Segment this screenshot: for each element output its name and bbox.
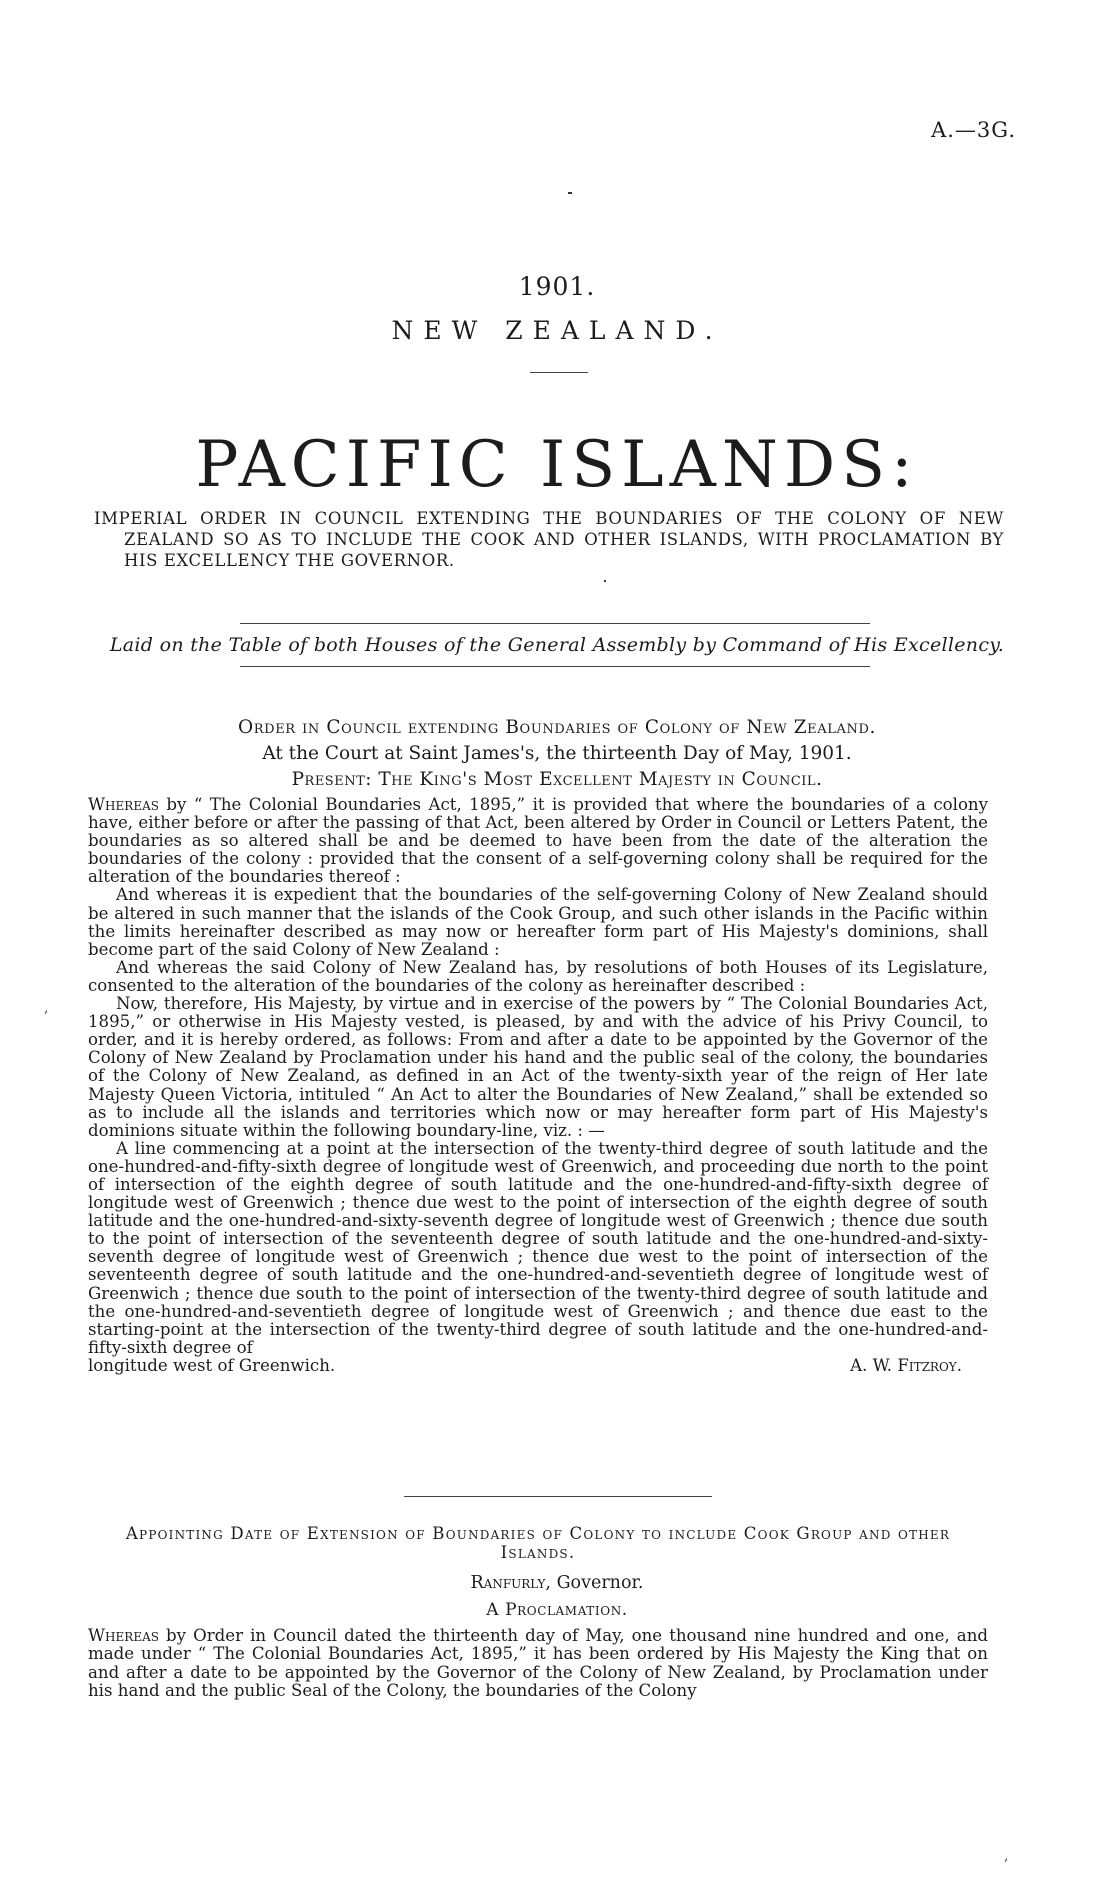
order-paragraph: Now, therefore, His Majesty, by virtue and in exercise of the powers by “ The Colonial Boundaries Act, 1895,” or otherwise in His Majesty vested, is pleased, by and with the advice of his Privy Council, to order, and it is hereby ordered, as follows: From and after a date to be appointed by the Governor of the Colony of New Zealand by Proclamation under his hand and the public seal of the colony, the boundaries of the Colony of New Zealand, as defined in an Act of the twenty-sixth year of the reign of Her late Majesty Queen Victoria, intituled “ An Act to alter the Boundaries of New Zealand,” shall be extended so as to include all the islands and territories which now or may hereafter form part of His Majesty's dominions situate within the following boundary-line, viz. : — (88, 994, 988, 1140)
ink-speck (604, 580, 606, 582)
document-reference: A.—3G. (931, 118, 1016, 142)
divider-short (530, 372, 588, 373)
laid-on-table-note: Laid on the Table of both Houses of the General Assembly by Command of His Excellency. (109, 634, 1005, 656)
paragraph-lead-word: Whereas (88, 1626, 159, 1645)
present-line (0, 769, 1114, 790)
order-paragraph: And whereas it is expedient that the boundaries of the self-governing Colony of New Zealand should be altered in such manner that the islands of the Cook Group, and such other islands in the Pacific within the limits hereinafter described as may now or hereafter form part of His Majesty's dominions, shall become part of the said Colony of New Zealand : (88, 885, 988, 959)
court-line: At the Court at Saint James's, the thirteenth Day of May, 1901. (262, 743, 852, 764)
publication-year: 1901. (518, 272, 596, 301)
paragraph-text: by Order in Council dated the thirteenth day of May, one thousand nine hundred and one, and made under “ The Colonial Boundaries Act, 1895,” it has been ordered by His Majesty the King that on and after a date to be appointed by the Governor of the Colony of New Zealand, by Proclamation under his hand and the public Seal of the Colony, the boundaries of the Colony (88, 1626, 988, 1701)
governor-title: Governor. (551, 1573, 644, 1593)
governor-line (0, 1573, 1114, 1593)
order-paragraph: A line commencing at a point at the intersection of the twenty-third degree of south latitude and the one-hundred-and-fifty-sixth degree of longitude west of Greenwich, and proceeding due north to the point of intersection of the eighth degree of south latitude and the one-hundred-and-fifty-sixth degree of longitude west of Greenwich ; thence due west to the point of intersection of the eighth degree of south latitude and the one-hundred-and-sixty-seventh degree of longitude west of Greenwich ; thence due south to the point of intersection of the seventeenth degree of south latitude and the one-hundred-and-sixty-seventh degree of longitude west of Greenwich ; thence due west to the point of intersection of the seventeenth degree of south latitude and the one-hundred-and-seventieth degree of longitude west of Greenwich ; thence due south to the point of intersection of the twenty-third degree of south latitude and the one-hundred-and-seventieth degree of longitude west of Greenwich ; and thence due east to the starting-point at the intersection of the twenty-third degree of south latitude and the one-hundred-and-fifty-sixth degree of (88, 1138, 988, 1357)
proclamation-heading: Appointing Date of Extension of Boundaries of Colony to include Cook Group and other Islands. (125, 1524, 951, 1562)
order-body (88, 796, 988, 1375)
ink-speck (568, 192, 572, 194)
signature-line (88, 1357, 988, 1375)
margin-mark: , (1004, 1848, 1009, 1864)
document-subtitle: IMPERIAL ORDER IN COUNCIL EXTENDING THE BOUNDARIES OF THE COLONY OF NEW ZEALAND SO AS TO INCLUDE THE COOK AND OTHER ISLANDS, WITH PROCLAMATION BY HIS EXCELLENCY THE GOVERNOR. (94, 509, 1004, 570)
signature: A. W. Fitzroy. (850, 1355, 962, 1375)
paragraph-text: by “ The Colonial Boundaries Act, 1895,” it is provided that where the boundaries of a colony have, either before or after the passing of that Act, been altered by Order in Council or Letters Patent, the boundaries as so altered shall be and be deemed to have been from the date of the alteration the boundaries of the colony : provided that the consent of a self-governing colony shall be required for the alteration of the boundaries thereof : (88, 795, 988, 887)
proclamation-title: A Proclamation. (486, 1600, 628, 1620)
order-heading: Order in Council extending Boundaries of Colony of New Zealand. (238, 717, 876, 738)
governor-name: Ranfurly, (470, 1573, 551, 1593)
present-text: The King's Most Excellent Majesty in Council. (378, 769, 823, 790)
proclamation-paragraph (88, 1627, 988, 1701)
paragraph-lead-word: Whereas (88, 795, 159, 814)
main-title: PACIFIC ISLANDS: (195, 428, 919, 502)
country-heading: NEW ZEALAND. (391, 316, 723, 345)
divider-top (240, 623, 870, 624)
order-paragraph (88, 796, 988, 886)
divider-middle (404, 1496, 712, 1497)
paragraph-final-line: longitude west of Greenwich. (88, 1355, 336, 1375)
present-label: Present: (291, 769, 372, 790)
order-paragraph: And whereas the said Colony of New Zealand has, by resolutions of both Houses of its Legislature, consented to the alteration of the boundaries of the colony as hereinafter described : (88, 957, 988, 995)
divider-bottom (240, 666, 870, 667)
margin-mark: , (44, 1000, 49, 1016)
